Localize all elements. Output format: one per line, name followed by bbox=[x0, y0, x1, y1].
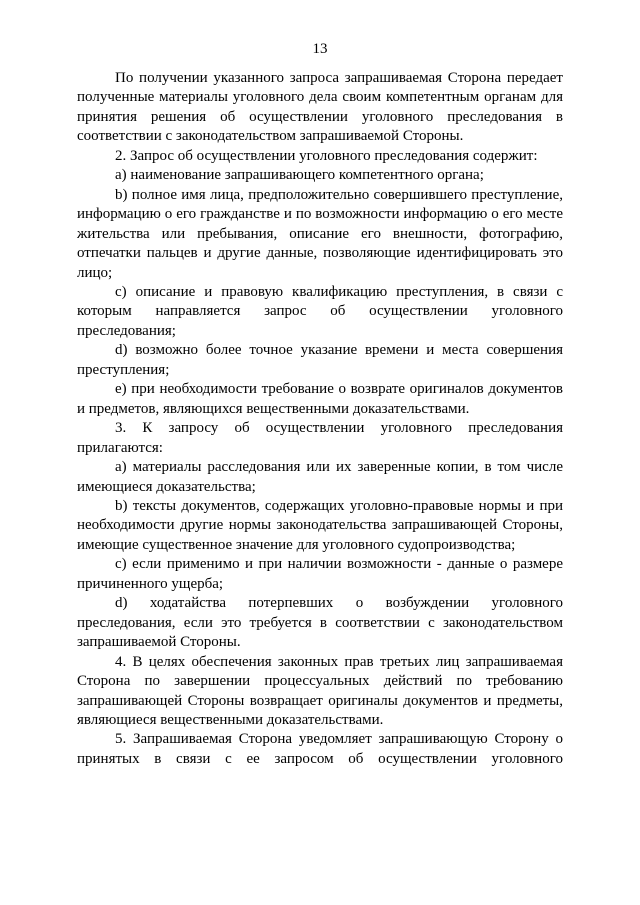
paragraph-clause-2c: c) описание и правовую квалификацию преступления, в связи с которым направляется запрос об осуществлении уголовного преследования; bbox=[77, 283, 563, 339]
page-number: 13 bbox=[312, 41, 328, 57]
paragraph-clause-2a: a) наименование запрашивающего компетентного органа; bbox=[115, 167, 484, 184]
paragraph-clause-3c: c) если применимо и при наличии возможности - данные о размере причиненного ущерба; bbox=[77, 556, 563, 592]
paragraph-clause-4: 4. В целях обеспечения законных прав третьих лиц запрашиваемая Сторона по завершении процессуальных действий по требованию запрашивающей Стороны возвращает оригиналы документов и предметы, являющиеся вещественными доказательствами. bbox=[77, 653, 563, 728]
paragraph-clause-2e: e) при необходимости требование о возврате оригиналов документов и предметов, являющихся вещественными доказательствами. bbox=[77, 381, 563, 417]
document-body bbox=[77, 69, 563, 769]
paragraph-clause-2: 2. Запрос об осуществлении уголовного преследования содержит: bbox=[115, 147, 538, 164]
paragraph-clause-3: 3. К запросу об осуществлении уголовного преследования прилагаются: bbox=[77, 420, 563, 456]
paragraph-clause-3d: d) ходатайства потерпевших о возбуждении уголовного преследования, если это требуется в соответствии с законодательством запрашиваемой Стороны. bbox=[77, 595, 563, 651]
paragraph-clause-3b: b) тексты документов, содержащих уголовно-правовые нормы и при необходимости другие нормы законодательства запрашивающей Стороны, имеющие существенное значение для уголовного судопроизводства; bbox=[77, 497, 563, 553]
paragraph-clause-2d: d) возможно более точное указание времени и места совершения преступления; bbox=[77, 342, 563, 378]
paragraph-clause-3a: a) материалы расследования или их заверенные копии, в том числе имеющиеся доказательства; bbox=[77, 459, 563, 495]
paragraph-clause-5: 5. Запрашиваемая Сторона уведомляет запрашивающую Сторону о принятых в связи с ее запросом об осуществлении уголовного bbox=[77, 731, 563, 767]
paragraph-clause-2b: b) полное имя лица, предположительно совершившего преступление, информацию о его гражданстве и по возможности информацию о его месте жительства или пребывания, описание его внешности, фотографию, отпечатки пальцев и другие данные, позволяющие идентифицировать это лицо; bbox=[77, 186, 563, 281]
paragraph-intro: По получении указанного запроса запрашиваемая Сторона передает полученные материалы уголовного дела своим компетентным органам для принятия решения об осуществлении уголовного преследования в соответствии с законодательством запрашиваемой Стороны. bbox=[77, 70, 563, 145]
